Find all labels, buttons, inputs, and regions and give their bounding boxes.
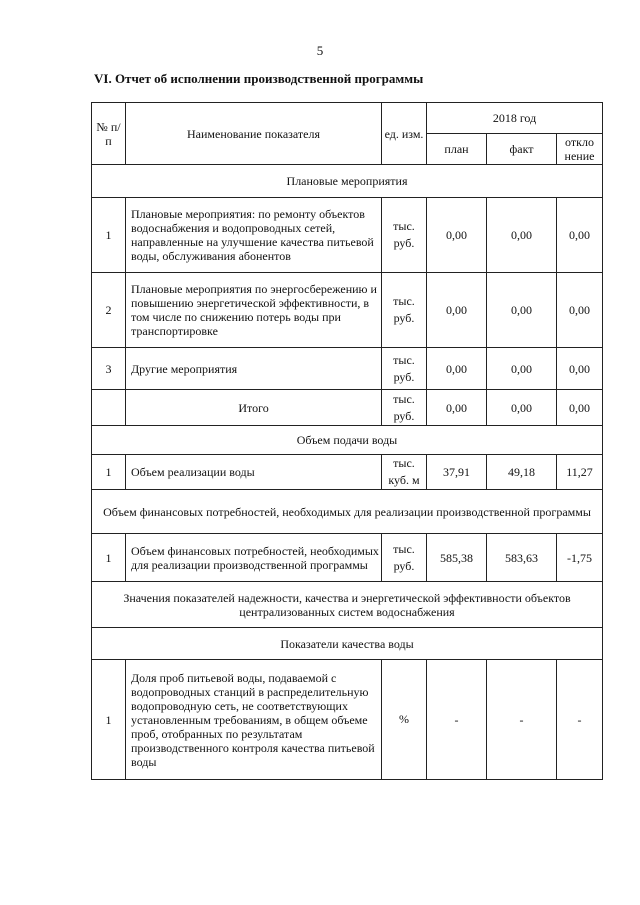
header-unit: ед. изм. <box>382 103 427 165</box>
row-name: Объем реализации воды <box>126 455 382 490</box>
row-deviation: 0,00 <box>557 390 603 426</box>
row-fact: 49,18 <box>487 455 557 490</box>
row-plan: - <box>427 660 487 780</box>
section-row-planned <box>92 165 603 198</box>
row-num: 1 <box>92 455 126 490</box>
page-number: 5 <box>316 43 324 58</box>
section-row-indicators <box>92 582 603 628</box>
row-unit: тыс. руб. <box>382 198 427 273</box>
row-name: Другие мероприятия <box>126 348 382 390</box>
row-unit: тыс. руб. <box>382 534 427 582</box>
section-planned: Плановые мероприятия <box>92 165 603 198</box>
section-indicators: Значения показателей надежности, качества и энергетической эффективности объектов централизованных систем водоснабжения <box>92 582 603 628</box>
row-num: 1 <box>92 198 126 273</box>
row-num: 1 <box>92 660 126 780</box>
row-deviation: 0,00 <box>557 348 603 390</box>
row-unit: % <box>382 660 427 780</box>
row-plan: 0,00 <box>427 390 487 426</box>
header-year: 2018 год <box>427 103 603 134</box>
table-header-row <box>92 103 603 134</box>
row-plan: 37,91 <box>427 455 487 490</box>
row-num: 1 <box>92 534 126 582</box>
section-quality: Показатели качества воды <box>92 628 603 660</box>
section-row-quality <box>92 628 603 660</box>
row-deviation: - <box>557 660 603 780</box>
header-plan: план <box>427 134 487 165</box>
section-row-supply <box>92 426 603 455</box>
row-plan: 0,00 <box>427 198 487 273</box>
section-finance: Объем финансовых потребностей, необходимых для реализации производственной программы <box>92 490 603 534</box>
row-plan: 585,38 <box>427 534 487 582</box>
row-name: Плановые мероприятия: по ремонту объектов водоснабжения и водопроводных сетей, направленные на улучшение качества питьевой воды, обслуживания абонентов <box>126 198 382 273</box>
row-fact: - <box>487 660 557 780</box>
section-row-finance <box>92 490 603 534</box>
row-unit: тыс. руб. <box>382 348 427 390</box>
header-fact: факт <box>487 134 557 165</box>
table-row <box>92 198 603 273</box>
table-row <box>92 348 603 390</box>
table-row <box>92 660 603 780</box>
header-name: Наименование показателя <box>126 103 382 165</box>
table-row <box>92 455 603 490</box>
row-name: Доля проб питьевой воды, подаваемой с водопроводных станций в распределительную водопроводную сеть, не соответствующих установленным требованиям, в общем объеме проб, отобранных по результатам производственного контроля качества питьевой воды <box>126 660 382 780</box>
row-deviation: 11,27 <box>557 455 603 490</box>
row-fact: 0,00 <box>487 348 557 390</box>
total-label: Итого <box>126 390 382 426</box>
row-num <box>92 390 126 426</box>
report-table <box>91 102 603 780</box>
row-deviation: 0,00 <box>557 198 603 273</box>
row-num: 3 <box>92 348 126 390</box>
row-plan: 0,00 <box>427 348 487 390</box>
row-fact: 0,00 <box>487 273 557 348</box>
row-fact: 0,00 <box>487 390 557 426</box>
row-deviation: 0,00 <box>557 273 603 348</box>
header-deviation: откло нение <box>557 134 603 165</box>
table-row <box>92 273 603 348</box>
row-deviation: -1,75 <box>557 534 603 582</box>
header-num: № п/п <box>92 103 126 165</box>
row-plan: 0,00 <box>427 273 487 348</box>
total-row <box>92 390 603 426</box>
row-num: 2 <box>92 273 126 348</box>
row-unit: тыс. куб. м <box>382 455 427 490</box>
row-unit: тыс. руб. <box>382 273 427 348</box>
table-row <box>92 534 603 582</box>
row-name: Плановые мероприятия по энергосбережению и повышению энергетической эффективности, в том числе по снижению потерь воды при транспортировке <box>126 273 382 348</box>
row-unit: тыс. руб. <box>382 390 427 426</box>
section-title: VI. Отчет об исполнении производственной программы <box>94 71 424 86</box>
row-name: Объем финансовых потребностей, необходимых для реализации производственной программы <box>126 534 382 582</box>
row-fact: 583,63 <box>487 534 557 582</box>
section-supply: Объем подачи воды <box>92 426 603 455</box>
row-fact: 0,00 <box>487 198 557 273</box>
